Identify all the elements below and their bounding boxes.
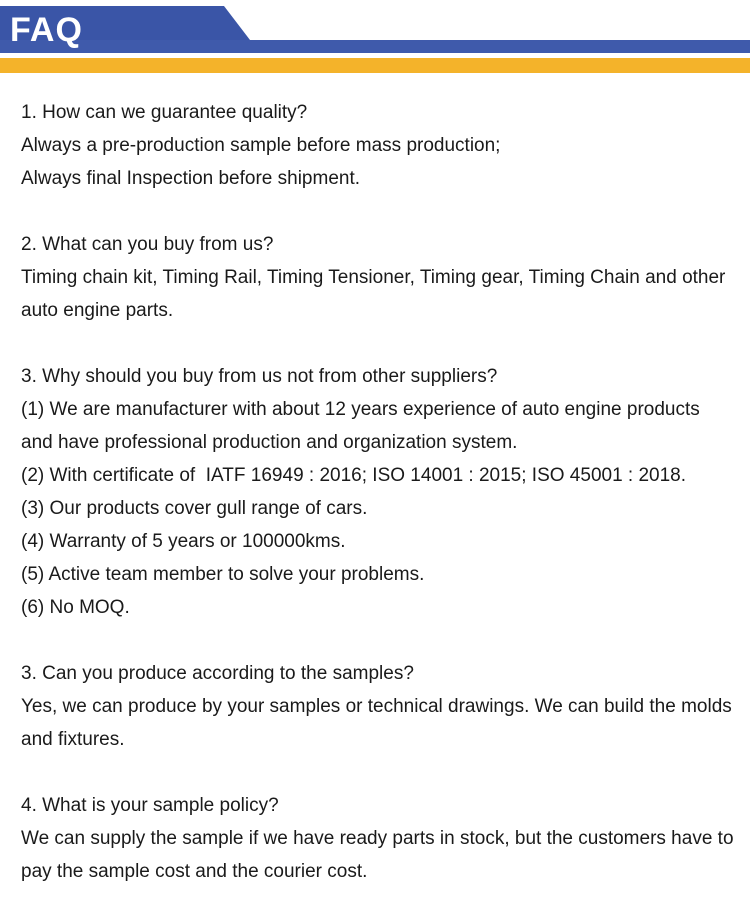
faq-question: 1. How can we guarantee quality?: [21, 102, 308, 123]
header-gap: [0, 53, 750, 58]
faq-answer-line: (5) Active team member to solve your problems.: [21, 564, 425, 585]
faq-answer-line: Always final Inspection before shipment.: [21, 168, 361, 189]
faq-answer-line: (1) We are manufacturer with about 12 years experience of auto engine products and have professional production and organization system.: [21, 399, 706, 453]
faq-answer-line: (3) Our products cover gull range of cars.: [21, 498, 368, 519]
faq-header-banner: [0, 0, 750, 75]
faq-answer-line: Yes, we can produce by your samples or technical drawings. We can build the molds and fixtures.: [21, 696, 738, 750]
page-title: FAQ: [10, 11, 83, 49]
faq-question: 3. Can you produce according to the samples?: [21, 663, 414, 684]
faq-list: [21, 96, 739, 921]
header-orange-band: [0, 58, 750, 73]
faq-question: 2. What can you buy from us?: [21, 234, 274, 255]
faq-item-1: [21, 96, 736, 195]
faq-answer-line: We can supply the sample if we have ready parts in stock, but the customers have to pay the sample cost and the courier cost.: [21, 828, 739, 882]
faq-item-3: [21, 360, 736, 624]
faq-answer-line: (2) With certificate of IATF 16949 : 2016; ISO 14001 : 2015; ISO 45001 : 2018.: [21, 465, 687, 486]
faq-answer-line: Always a pre-production sample before mass production;: [21, 135, 501, 156]
faq-question: 3. Why should you buy from us not from other suppliers?: [21, 366, 498, 387]
faq-question: 4. What is your sample policy?: [21, 795, 279, 816]
faq-item-2: [21, 228, 736, 327]
faq-answer-line: (6) No MOQ.: [21, 597, 130, 618]
faq-answer-line: Timing chain kit, Timing Rail, Timing Tensioner, Timing gear, Timing Chain and other auto engine parts.: [21, 267, 731, 321]
faq-item-4: [21, 657, 736, 756]
header-banner-graphic: [0, 0, 750, 75]
faq-answer-line: (4) Warranty of 5 years or 100000kms.: [21, 531, 346, 552]
header-blue-band: [0, 40, 750, 53]
faq-item-5: [21, 789, 739, 888]
